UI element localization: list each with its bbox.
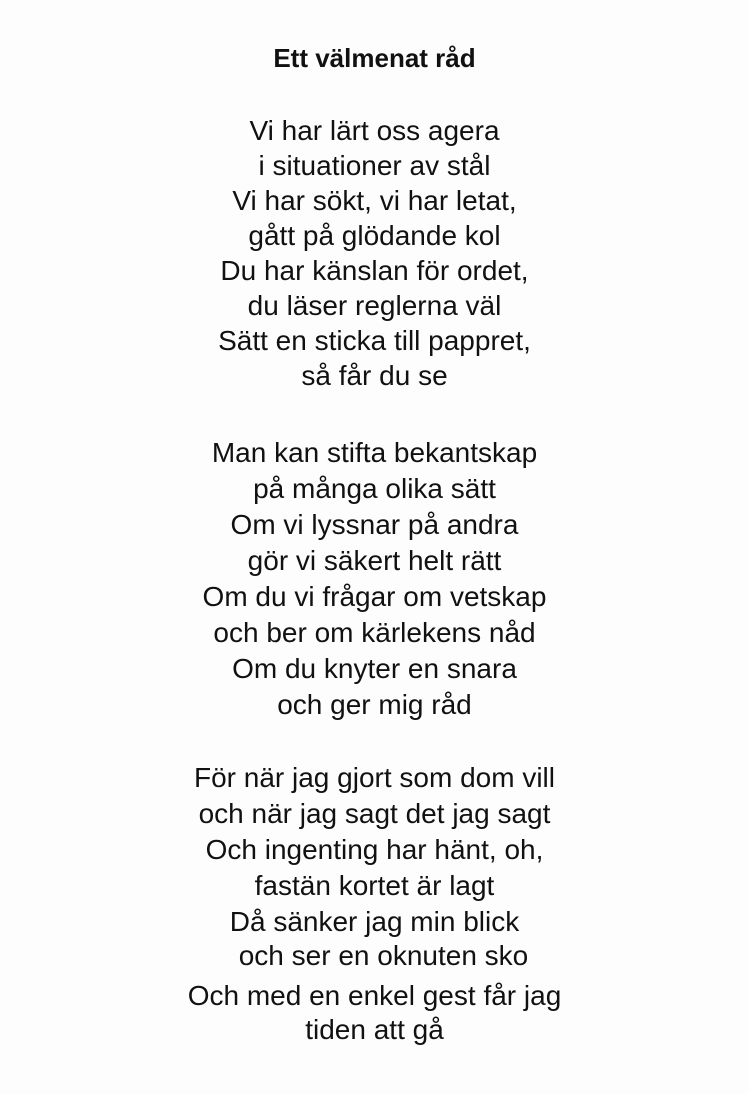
stanza-1-line-6: du läser reglerna väl: [247, 290, 502, 321]
stanza-3-line-1: För när jag gjort som dom vill: [193, 762, 555, 793]
stanza-3-line-7: Och med en enkel gest får jag: [187, 980, 562, 1011]
stanza-1-line-8: så får du se: [301, 360, 448, 391]
stanza-3-line-5: Då sänker jag min blick: [229, 906, 520, 937]
stanza-3-line-2: och när jag sagt det jag sagt: [198, 798, 551, 829]
stanza-1-line-2: i situationer av stål: [258, 150, 491, 181]
stanza-2-line-7: Om du knyter en snara: [232, 653, 517, 684]
stanza-3-line-8: tiden att gå: [305, 1014, 444, 1045]
stanza-2-line-1: Man kan stifta bekantskap: [211, 437, 538, 468]
stanza-1-line-3: Vi har sökt, vi har letat,: [232, 185, 517, 216]
stanza-2-line-6: och ber om kärlekens nåd: [213, 617, 536, 648]
stanza-2-line-3: Om vi lyssnar på andra: [230, 509, 519, 540]
stanza-2-line-4: gör vi säkert helt rätt: [247, 545, 502, 576]
stanza-3-line-6: och ser en oknuten sko: [238, 940, 529, 971]
stanza-3-line-3: Och ingenting har hänt, oh,: [205, 834, 544, 865]
stanza-2-line-5: Om du vi frågar om vetskap: [202, 581, 547, 612]
poem-title: Ett välmenat råd: [273, 43, 476, 73]
stanza-1-line-5: Du har känslan för ordet,: [220, 255, 529, 286]
stanza-2-line-8: och ger mig råd: [277, 689, 472, 720]
stanza-3-line-4: fastän kortet är lagt: [254, 870, 495, 901]
stanza-2-line-2: på många olika sätt: [253, 473, 496, 504]
stanza-1-line-1: Vi har lärt oss agera: [249, 115, 500, 146]
stanza-1-line-4: gått på glödande kol: [248, 220, 501, 251]
stanza-1-line-7: Sätt en sticka till pappret,: [218, 325, 531, 356]
